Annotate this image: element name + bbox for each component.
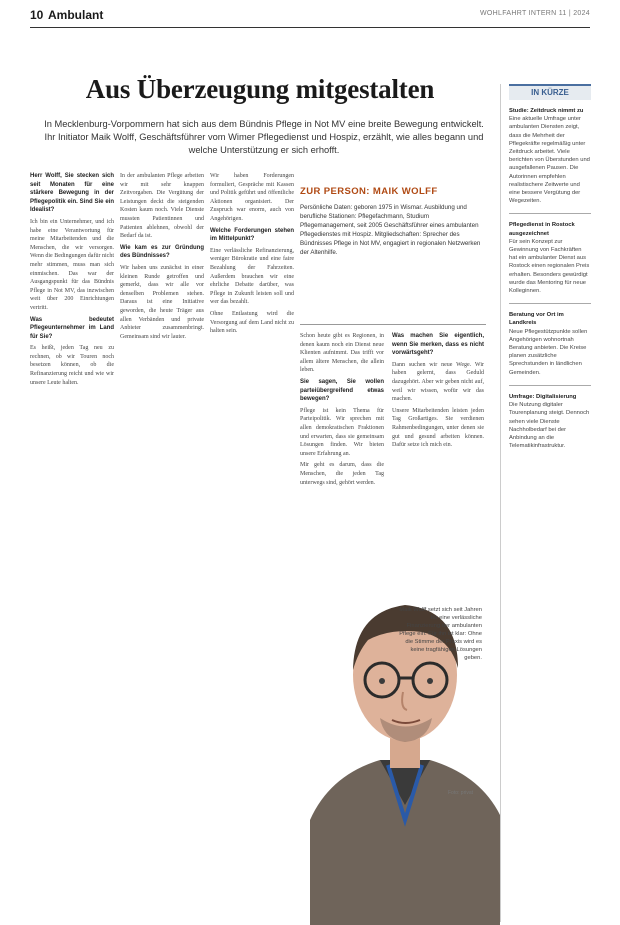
article-column-3 bbox=[210, 172, 294, 339]
article-column-4 bbox=[300, 332, 384, 490]
article-lead: In Mecklenburg-Vorpommern hat sich aus dem Bündnis Pflege in Not MV eine breite Bewegung entwickelt. Ihr Initiator Maik Wolff, Geschäftsführer vom Wimer Pflegedienst und Hospiz, erzählt, wie alles begann und welche Unterstützung er sich erhofft. bbox=[44, 119, 484, 155]
sidebar-news-title: Umfrage: Digitalisierung bbox=[509, 393, 577, 400]
interview-question: Was machen Sie eigentlich, wenn Sie merken, dass es nicht vorwärtsgeht? bbox=[392, 333, 484, 357]
person-box-text: Persönliche Daten: geboren 1975 in Wismar. Ausbildung und berufliche Stationen: Pflegefachmann, Studium Pflegemanagement, seit 2005 Geschäftsführer eines ambulanten Pflegedienstes mit Hospiz. Mitgliedschaften: Sprecher des Bündnisses Pflege in Not MV, engagiert in regionalen Netzwerken der Altenhilfe. bbox=[300, 204, 481, 256]
person-box-title: ZUR PERSON: MAIK WOLFF bbox=[300, 186, 438, 197]
sidebar-news-item bbox=[509, 393, 590, 450]
sidebar-divider bbox=[509, 303, 591, 304]
interview-paragraph: Ohne Entlastung wird die Versorgung auf dem Land nicht zu halten sein. bbox=[210, 310, 294, 335]
sidebar-news-text: Neue Pflegestützpunkte sollen Angehörigen wohnortnah Beratung anbieten. Die Kreise planen zusätzliche Sprechstunden in ländlichen Gemeinden. bbox=[509, 328, 588, 376]
interview-paragraph: Wir haben uns zunächst in einer kleinen Runde getroffen und gemerkt, dass wir alle vor denselben Problemen stehen. Daraus ist eine Initiative geworden, die heute Träger aus allen Verbänden und private Anbieter zusammenbringt. Gemeinsam sind wir lauter. bbox=[120, 264, 204, 340]
sidebar-news-item bbox=[509, 221, 590, 295]
article-column-5 bbox=[392, 332, 484, 453]
interview-paragraph: Mir geht es darum, dass die Menschen, die jeden Tag unterwegs sind, gehört werden. bbox=[300, 462, 384, 486]
interview-paragraph: Unsere Mitarbeitenden leisten jeden Tag Großartiges. Sie verdienen Rahmenbedingungen, unter denen sie gut und gesund arbeiten können. Dafür setze ich mich ein. bbox=[392, 407, 484, 449]
interview-question: Wie kam es zur Gründung des Bündnisses? bbox=[120, 244, 204, 260]
interview-question: Was bedeutet Pflegeunternehmer im Land für Sie? bbox=[30, 316, 114, 340]
interview-paragraph: In der ambulanten Pflege arbeiten wir mit sehr knappen Zeitvorgaben. Die Vergütung der Leistungen deckt die steigenden Kosten kaum noch. Viele Dienste mussten Patientinnen und Patienten ablehnen, obwohl der Bedarf da ist. bbox=[120, 173, 204, 240]
sidebar-news-text: Die Nutzung digitaler Tourenplanung steigt. Dennoch sehen viele Dienste Nachholbedarf bei der Anbindung an die Telematikinfrastruktur. bbox=[509, 402, 590, 450]
sidebar-divider bbox=[509, 213, 591, 214]
page-header bbox=[30, 8, 590, 24]
interview-paragraph: Ich bin ein Unternehmer, und ich habe eine Verantwortung für meine Mitarbeitenden und die Menschen, die wir versorgen. Wenn die Bedingungen dafür nicht mehr stimmen, muss man sich einmischen. Das war der Ausgangspunkt für das Bündnis Pflege in Not MV, das inzwischen weit über 200 Einrichtungen vertritt. bbox=[30, 218, 114, 311]
sidebar-news-title: Studie: Zeitdruck nimmt zu bbox=[509, 108, 584, 114]
article-column-1 bbox=[30, 172, 114, 390]
photo-credit: Foto: privat bbox=[448, 790, 474, 796]
interview-question: Sie sagen, Sie wollen parteiübergreifend etwas bewegen? bbox=[300, 378, 384, 403]
page-number: 10 bbox=[30, 8, 44, 22]
issue-line: WOHLFAHRT INTERN 11 | 2024 bbox=[480, 10, 590, 17]
sidebar-news-title: Pflegedienst in Rostock ausgezeichnet bbox=[509, 222, 575, 237]
sidebar-news-title: Beratung vor Ort im Landkreis bbox=[509, 312, 564, 327]
interview-question: Herr Wolff, Sie stecken sich seit Monaten für eine stärkere Bewegung in der Pflegepolitik ein. Sind Sie ein Idealist? bbox=[30, 173, 114, 214]
interview-paragraph: Es heißt, jeden Tag neu zu rechnen, ob wir Touren noch besetzen können, ob die Refinanzierung reicht und wie wir unsere Leute halten. bbox=[30, 345, 114, 386]
sidebar-divider bbox=[509, 385, 591, 386]
interview-paragraph: Schon heute gibt es Regionen, in denen kaum noch ein Dienst neue Klienten aufnimmt. Das trifft vor allem ältere Menschen, die allein leben. bbox=[300, 333, 384, 374]
interview-paragraph: Dann suchen wir neue Wege. Wir haben gelernt, dass Geduld dazugehört. Aber wir geben nicht auf, weil wir wissen, wofür wir das machen. bbox=[392, 361, 484, 403]
interview-paragraph: Pflege ist kein Thema für Parteipolitik. Wir sprechen mit allen demokratischen Fraktionen und erwarten, dass sie gemeinsam Lösungen finden. Wir bieten unsere Erfahrung an. bbox=[300, 407, 384, 457]
header-rule bbox=[30, 27, 590, 28]
interview-paragraph: Wir haben Forderungen formuliert, Gespräche mit Kassen und Politik geführt und öffentliche Aktionen organisiert. Der Zuspruch war enorm, auch von Angehörigen. bbox=[210, 173, 294, 222]
photo-caption: Maik Wolff setzt sich seit Jahren für eine verlässliche Finanzierung der ambulanten Pflege ein. Für ihn ist klar: Ohne die Stimme der Praxis wird es keine tragfähigen Lösungen geben. bbox=[399, 607, 482, 661]
sidebar-title: IN KÜRZE bbox=[509, 84, 591, 100]
sidebar-news-text: Für sein Konzept zur Gewinnung von Fachkräften hat ein ambulanter Dienst aus Rostock einen regionalen Preis erhalten. Besonders gewürdigt wurde das Mentoring für neue Kolleginnen. bbox=[509, 238, 590, 295]
sidebar-in-kuerze bbox=[500, 84, 590, 922]
person-box bbox=[300, 178, 486, 320]
sidebar-news-text: Eine aktuelle Umfrage unter ambulanten Diensten zeigt, dass die Mehrheit der Pflegekräfte regelmäßig unter Zeitdruck arbeitet. Viele berichten von Überstunden und ausgefallenen Pausen. Die Autorinnen empfehlen realistischere Zeitwerte und eine bessere Vergütung der Wegezeiten. bbox=[509, 116, 590, 205]
person-box-rule bbox=[300, 324, 486, 325]
sidebar-news-item bbox=[509, 311, 590, 377]
sidebar-news-item bbox=[509, 107, 590, 205]
interview-paragraph: Eine verlässliche Refinanzierung, weniger Bürokratie und eine faire Bezahlung der Fahrzeiten. Außerdem brauchen wir eine ehrliche Debatte darüber, was Pflege in Zukunft leisten soll und wer das bezahlt. bbox=[210, 247, 294, 306]
article-headline: Aus Überzeugung mitgestalten bbox=[85, 74, 435, 104]
article-column-2 bbox=[120, 172, 204, 344]
sidebar-items bbox=[509, 107, 590, 450]
section-title: Ambulant bbox=[48, 8, 104, 22]
interview-question: Welche Forderungen stehen im Mittelpunkt? bbox=[210, 227, 294, 243]
